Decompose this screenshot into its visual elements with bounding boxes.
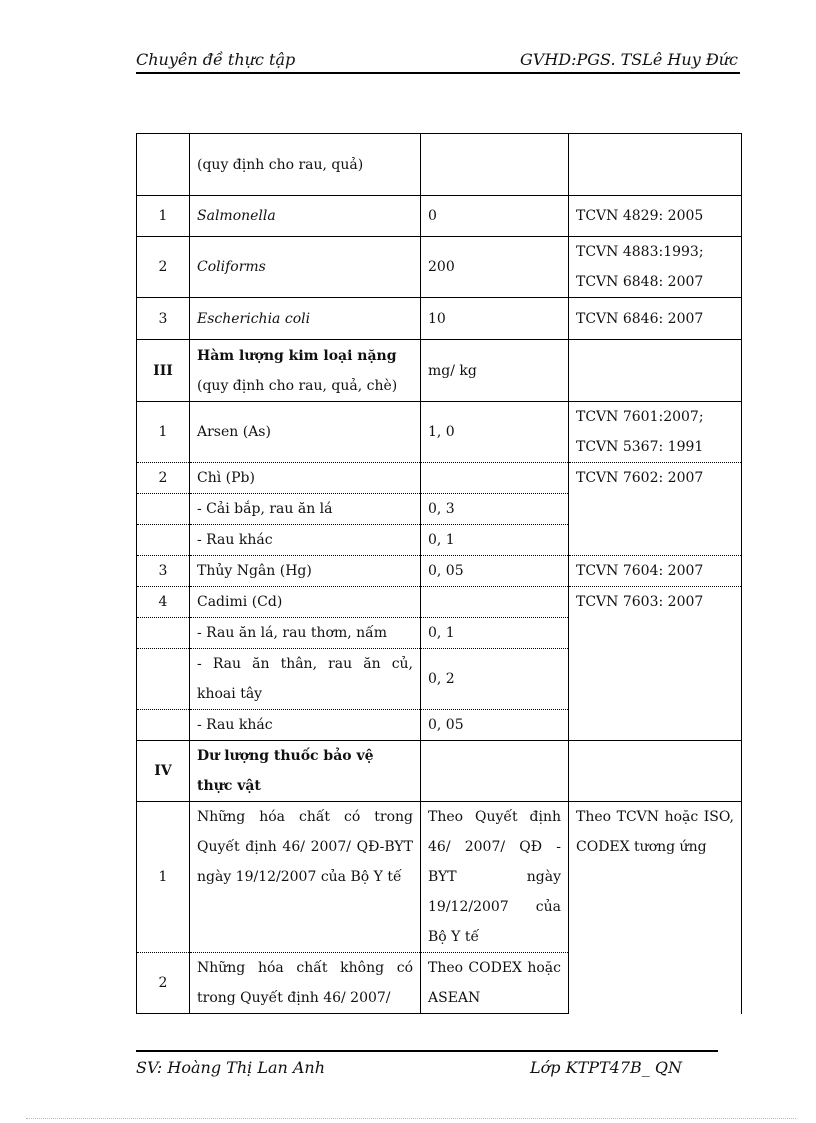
cell-method	[569, 237, 742, 298]
table-row	[137, 402, 742, 463]
cell-no	[137, 649, 190, 710]
header-title: Chuyên đề thực tập	[136, 50, 296, 69]
table-row	[137, 134, 742, 196]
cell-limit	[421, 587, 569, 618]
cell-item: - Rau khác	[190, 525, 421, 556]
cell-no: III	[137, 340, 190, 402]
cell-limit: Theo CODEX hoặc ASEAN	[421, 953, 569, 1014]
table-row	[137, 463, 742, 494]
cell-item: Thủy Ngân (Hg)	[190, 556, 421, 587]
cell-limit: 0	[421, 196, 569, 237]
cell-no: 2	[137, 463, 190, 494]
cell-item: - Rau ăn thân, rau ăn củ, khoai tây	[190, 649, 421, 710]
cell-limit: 0, 3	[421, 494, 569, 525]
table-row	[137, 298, 742, 340]
cell-limit	[421, 134, 569, 196]
table-row	[137, 196, 742, 237]
table-row	[137, 802, 742, 953]
cell-item: - Rau ăn lá, rau thơm, nấm	[190, 618, 421, 649]
cell-limit: 0, 1	[421, 618, 569, 649]
cell-method: TCVN 7604: 2007	[569, 556, 742, 587]
cell-item: Escherichia coli	[190, 298, 421, 340]
cell-limit: 200	[421, 237, 569, 298]
cell-item: Cadimi (Cd)	[190, 587, 421, 618]
cell-no: IV	[137, 741, 190, 802]
footer-class: Lớp KTPT47B_ QN	[530, 1058, 682, 1077]
cell-no: 1	[137, 802, 190, 953]
table-row-section	[137, 741, 742, 802]
cell-item: Salmonella	[190, 196, 421, 237]
section-title: Hàm lượng kim loại nặng	[197, 347, 397, 364]
cell-item: (quy định cho rau, quả)	[190, 134, 421, 196]
cell-limit	[421, 741, 569, 802]
cell-method	[569, 340, 742, 402]
page-bottom-rule	[26, 1118, 796, 1119]
cell-item: Arsen (As)	[190, 402, 421, 463]
cell-item: Những hóa chất không có trong Quyết định 46/ 2007/	[190, 953, 421, 1014]
cell-method: TCVN 4829: 2005	[569, 196, 742, 237]
cell-limit: 0, 1	[421, 525, 569, 556]
header-supervisor: GVHD:PGS. TSLê Huy Đức	[520, 50, 738, 69]
cell-no: 2	[137, 953, 190, 1014]
cell-item: Coliforms	[190, 237, 421, 298]
cell-no: 2	[137, 237, 190, 298]
method-line: TCVN 5367: 1991	[576, 439, 704, 455]
method-line: TCVN 7601:2007;	[576, 409, 704, 425]
cell-limit: mg/ kg	[421, 340, 569, 402]
cell-no	[137, 710, 190, 741]
footer-student: SV: Hoàng Thị Lan Anh	[136, 1058, 326, 1077]
cell-no: 3	[137, 298, 190, 340]
cell-method: TCVN 6846: 2007	[569, 298, 742, 340]
cell-limit: 0, 2	[421, 649, 569, 710]
cell-limit: 0, 05	[421, 710, 569, 741]
table-row	[137, 556, 742, 587]
cell-no: 1	[137, 402, 190, 463]
cell-item: Dư lượng thuốc bảo vệ thực vật	[190, 741, 421, 802]
cell-method	[569, 134, 742, 196]
cell-method	[569, 402, 742, 463]
table-row	[137, 587, 742, 618]
cell-method: Theo TCVN hoặc ISO, CODEX tương ứng	[569, 802, 742, 1014]
cell-no	[137, 134, 190, 196]
cell-limit	[421, 463, 569, 494]
cell-limit: 10	[421, 298, 569, 340]
cell-item	[190, 340, 421, 402]
standards-table	[136, 133, 742, 1014]
cell-item: - Cải bắp, rau ăn lá	[190, 494, 421, 525]
method-line: TCVN 4883:1993;	[576, 244, 704, 260]
cell-no: 1	[137, 196, 190, 237]
section-subtitle: (quy định cho rau, quả, chè)	[197, 377, 398, 394]
cell-no: 4	[137, 587, 190, 618]
cell-method	[569, 741, 742, 802]
cell-item: - Rau khác	[190, 710, 421, 741]
cell-no: 3	[137, 556, 190, 587]
table-row	[137, 237, 742, 298]
cell-no	[137, 494, 190, 525]
cell-method: TCVN 7603: 2007	[569, 587, 742, 741]
cell-item: Chì (Pb)	[190, 463, 421, 494]
cell-limit: 1, 0	[421, 402, 569, 463]
page-footer	[136, 1050, 718, 1078]
cell-item: Những hóa chất có trong Quyết định 46/ 2007/ QĐ-BYT ngày 19/12/2007 của Bộ Y tế	[190, 802, 421, 953]
cell-no	[137, 525, 190, 556]
page-header	[136, 48, 740, 74]
cell-method: TCVN 7602: 2007	[569, 463, 742, 556]
table-row-section	[137, 340, 742, 402]
cell-limit: 0, 05	[421, 556, 569, 587]
cell-limit: Theo Quyết định 46/ 2007/ QĐ - BYT ngày 19/12/2007 của Bộ Y tế	[421, 802, 569, 953]
method-line: TCVN 6848: 2007	[576, 274, 704, 290]
cell-no	[137, 618, 190, 649]
